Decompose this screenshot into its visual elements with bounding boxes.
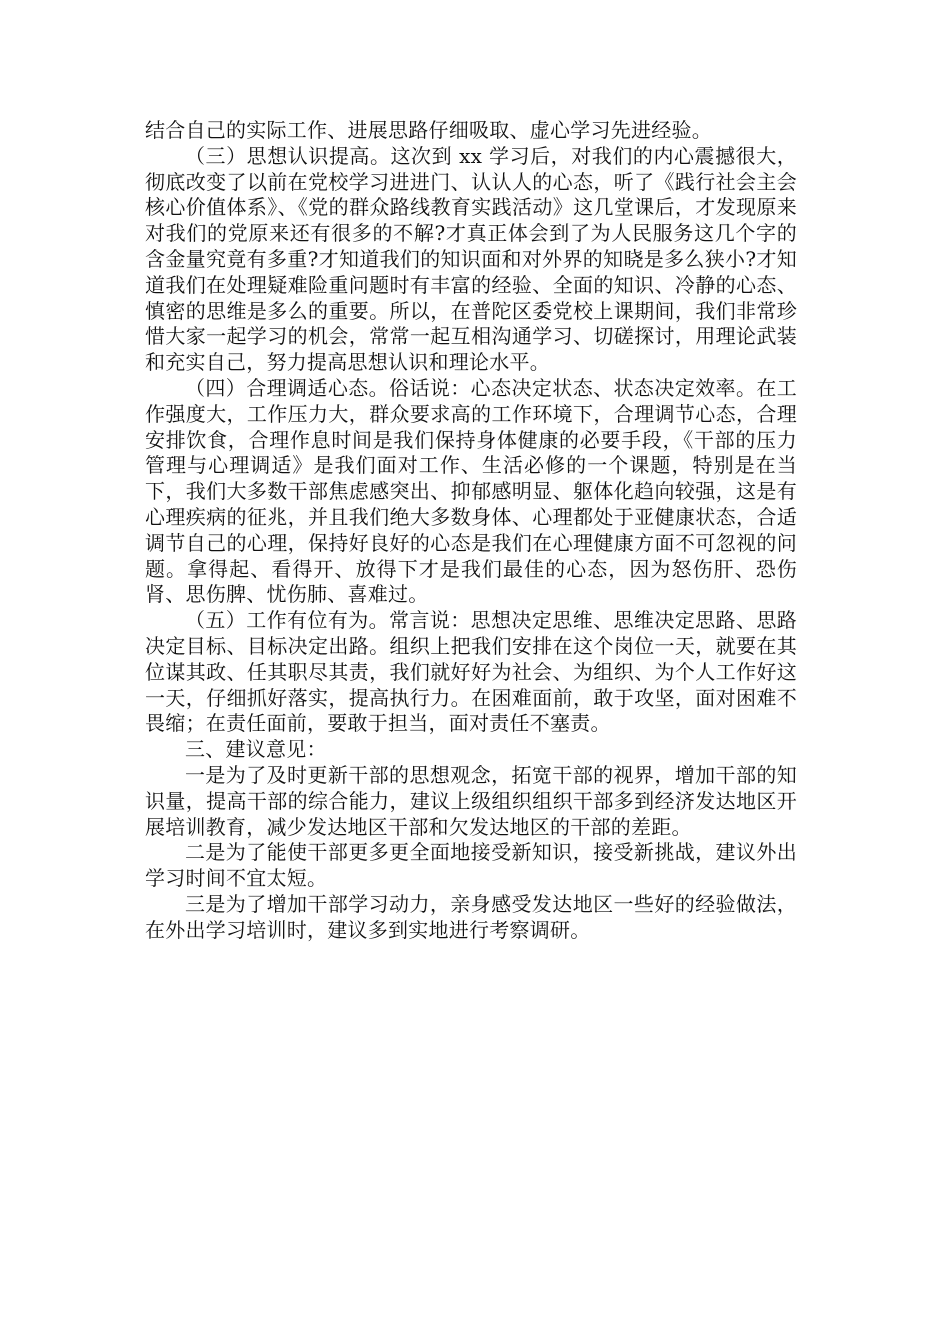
paragraph-thought-awareness: （三）思想认识提高。这次到 xx 学习后，对我们的内心震撼很大，彻底改变了以前在党校学习进进门、认认人的心态，听了《践行社会主会核心价值体系》、《党的群众路线教育实践活动》这几堂课后，才发现原来对我们的党原来还有很多的不解?才真正体会到了为人民服务这几个字的含金量究竟有多重?才知道我们的知识面和对外界的知晓是多么狭小?才知道我们在处理疑难险重问题时有丰富的经验、全面的知识、冷静的心态、慎密的思维是多么的重要。所以，在普陀区委党校上课期间，我们非常珍惜大家一起学习的机会，常常一起互相沟通学习、切磋探讨，用理论武装和充实自己，努力提高思想认识和理论水平。 (145, 143, 797, 375)
paragraph-work-performance: （五）工作有位有为。常言说：思想决定思维、思维决定思路、思路决定目标、目标决定出路。组织上把我们安排在这个岗位一天，就要在其位谋其政、任其职尽其责，我们就好好为社会、为组织、为个人工作好这一天，仔细抓好落实，提高执行力。在困难面前，敢于攻坚，面对困难不畏缩；在责任面前，要敢于担当，面对责任不塞责。 (145, 608, 797, 736)
paragraph-continuation: 结合自己的实际工作、进展思路仔细吸取、虚心学习先进经验。 (145, 118, 712, 142)
suggestion-one: 一是为了及时更新干部的思想观念，拓宽干部的视界，增加干部的知识量，提高干部的综合能力，建议上级组织组织干部多到经济发达地区开展培训教育，减少发达地区干部和欠发达地区的干部的差距。 (145, 762, 797, 839)
suggestion-two: 二是为了能使干部更多更全面地接受新知识，接受新挑战，建议外出学习时间不宜太短。 (145, 840, 797, 891)
paragraph-mindset-adjustment: （四）合理调适心态。俗话说：心态决定状态、状态决定效率。在工作强度大，工作压力大，群众要求高的工作环境下，合理调节心态，合理安排饮食，合理作息时间是我们保持身体健康的必要手段，《干部的压力管理与心理调适》是我们面对工作、生活必修的一个课题，特别是在当下，我们大多数干部焦虑感突出、抑郁感明显、躯体化趋向较强，这是有心理疾病的征兆，并且我们绝大多数身体、心理都处于亚健康状态，合适调节自己的心理，保持好良好的心态是我们在心理健康方面不可忽视的问题。拿得起、看得开、放得下才是我们最佳的心态，因为怒伤肝、恐伤肾、思伤脾、忧伤肺、喜难过。 (145, 375, 797, 607)
section-heading-suggestions: 三、建议意见： (185, 737, 327, 762)
suggestion-three: 三是为了增加干部学习动力，亲身感受发达地区一些好的经验做法，在外出学习培训时，建议多到实地进行考察调研。 (145, 891, 797, 942)
document-body (145, 118, 797, 944)
